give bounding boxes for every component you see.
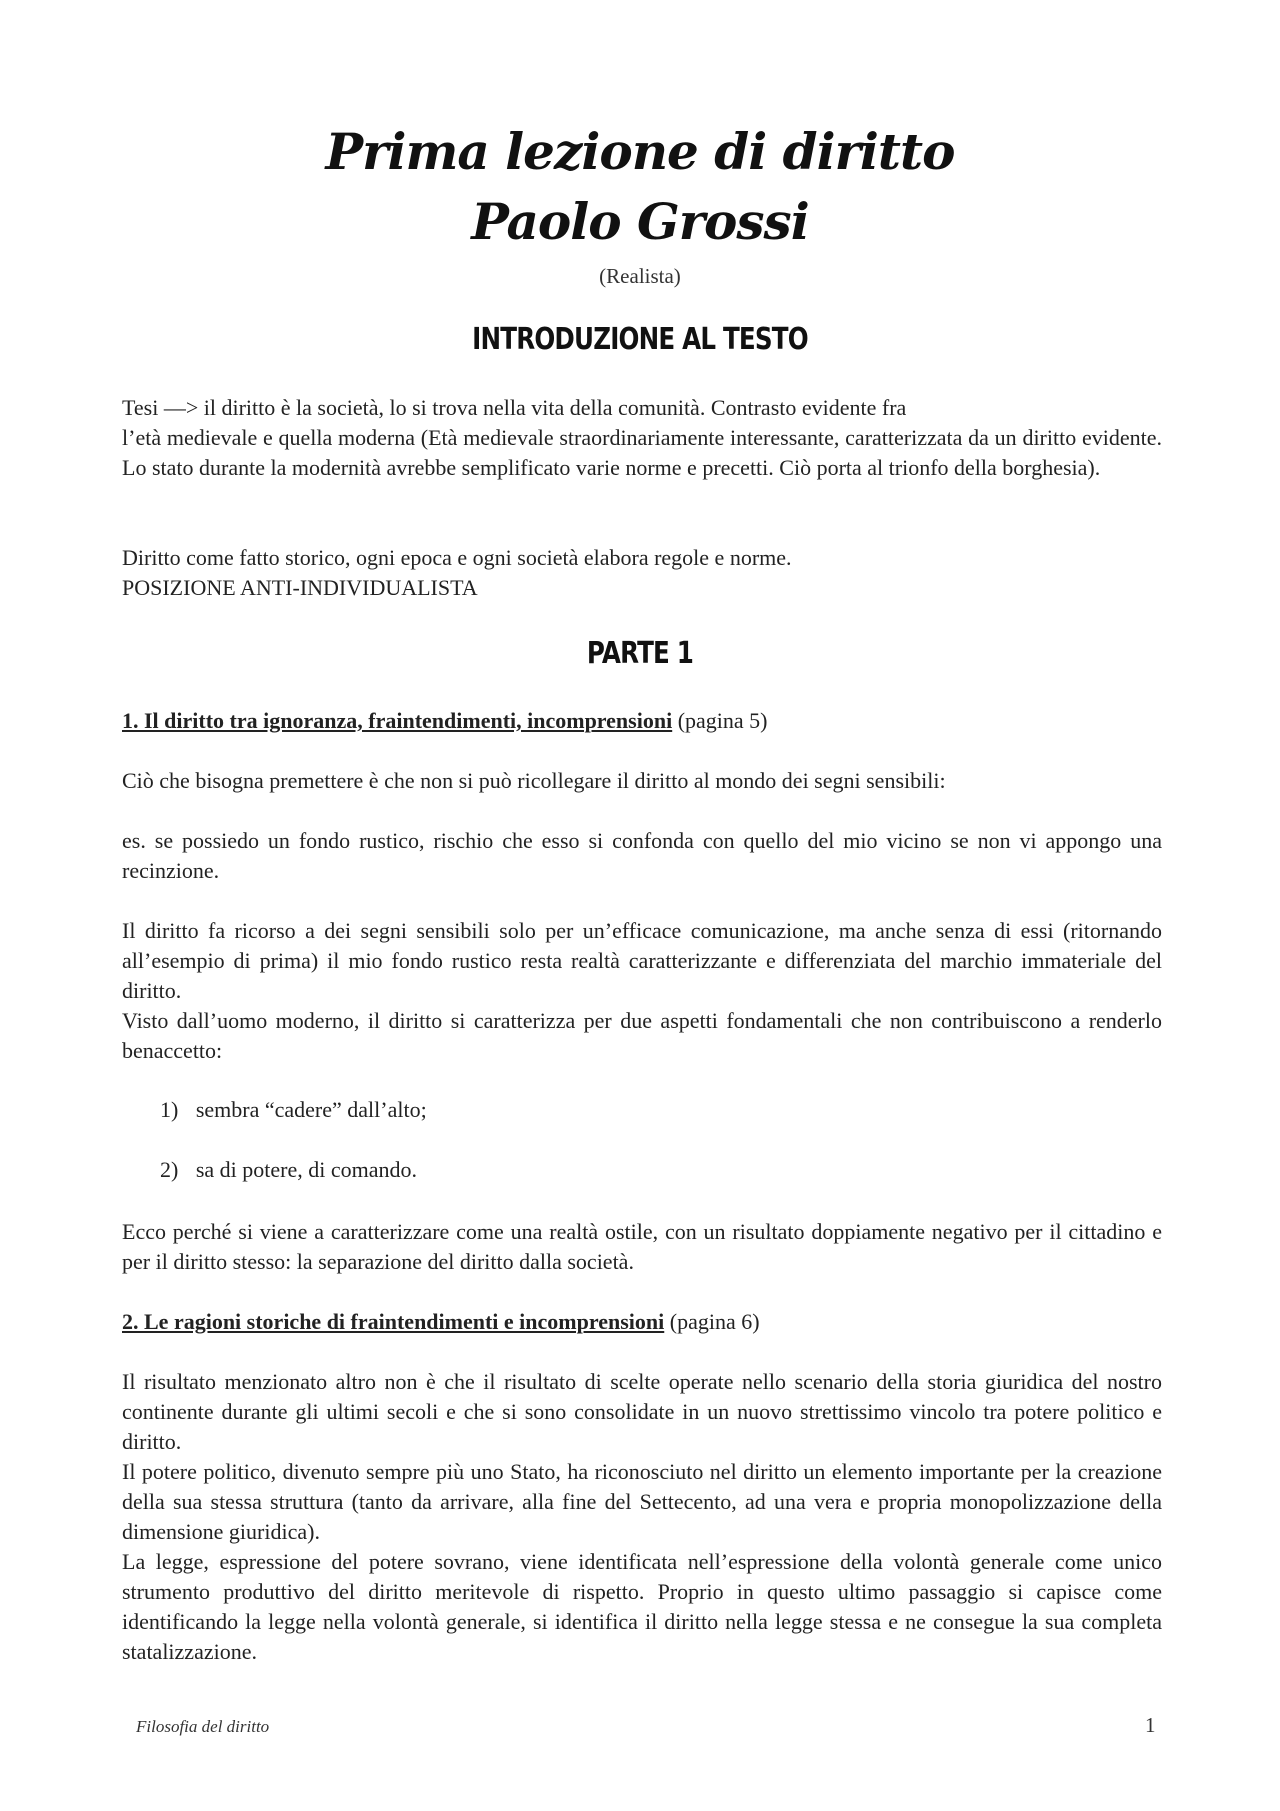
list-text: sembra “cadere” dall’alto; [195, 1097, 427, 1122]
s2-p3: La legge, espressione del potere sovrano, viene identificata nell’espressione della volontà generale come unico strumento produttivo del diritto meritevole di rispetto. Proprio in questo ultimo passaggio si capisce come identificando la legge nella volontà generale, si identifica il diritto nella legge stessa e ne consegue la sua completa statalizzazione. [122, 1549, 1162, 1664]
intro-paragraph-1 [122, 393, 1162, 483]
intro-para1-line1: Tesi —> il diritto è la società, lo si trova nella vita della comunità. Contrasto evidente fra [122, 395, 907, 420]
part1-heading: PARTE 1 [586, 636, 694, 671]
section-1-page: (pagina 5) [677, 708, 768, 733]
footer-page-number: 1 [1145, 1713, 1156, 1737]
section-2-title: 2. Le ragioni storiche di fraintendimenti e incomprensioni [122, 1309, 665, 1334]
s1-p5: Ecco perché si viene a caratterizzare come una realtà ostile, con un risultato doppiamente negativo per il cittadino e per il diritto stesso: la separazione del diritto dalla società. [122, 1219, 1162, 1274]
s2-p1: Il risultato menzionato altro non è che il risultato di scelte operate nello scenario della storia giuridica del nostro continente durante gli ultimi secoli e che si sono consolidate in un nuovo strettissimo vincolo tra potere politico e diritto. [122, 1369, 1162, 1454]
document-subtitle: (Realista) [599, 264, 681, 288]
list-text: sa di potere, di comando. [195, 1157, 417, 1182]
intro-paragraph-2 [122, 543, 1162, 603]
section-1-title: 1. Il diritto tra ignoranza, fraintendimenti, incomprensioni [122, 708, 673, 733]
s1-p1: Ciò che bisogna premettere è che non si può ricollegare il diritto al mondo dei segni sensibili: [122, 768, 946, 793]
section-1-para-1 [122, 766, 1162, 796]
intro-para2: Diritto come fatto storico, ogni epoca e ogni società elabora regole e norme. [122, 545, 792, 570]
list-item [160, 1157, 417, 1183]
intro-heading: INTRODUZIONE AL TESTO [472, 322, 808, 357]
list-number: 2) [160, 1157, 179, 1182]
s2-p2: Il potere politico, divenuto sempre più uno Stato, ha riconosciuto nel diritto un elemento importante per la creazione della sua stessa struttura (tanto da arrivare, alla fine del Settecento, ad una vera e propria monopolizzazione della dimensione giuridica). [122, 1459, 1162, 1544]
section-1-para-5 [122, 1217, 1162, 1277]
section-2-page: (pagina 6) [669, 1309, 760, 1334]
s1-p2: es. se possiedo un fondo rustico, rischio che esso si confonda con quello del mio vicino se non vi appongo una recinzione. [122, 828, 1162, 883]
intro-para3: POSIZIONE ANTI-INDIVIDUALISTA [122, 575, 478, 600]
document-title: Prima lezione di diritto [325, 122, 955, 181]
footer-course: Filosofia del diritto [136, 1717, 270, 1736]
s1-p3: Il diritto fa ricorso a dei segni sensibili solo per un’efficace comunicazione, ma anche senza di essi (ritornando all’esempio di prima) il mio fondo rustico resta realtà caratterizzante e differenziata del marchio immateriale del diritto. [122, 918, 1162, 1003]
list-number: 1) [160, 1097, 179, 1122]
section-1-para-2 [122, 826, 1162, 886]
section-1-heading [122, 706, 1162, 736]
document-author: Paolo Grossi [471, 192, 809, 251]
list-item [160, 1097, 427, 1123]
intro-para1-rest: l’età medievale e quella moderna (Età medievale straordinariamente interessante, caratterizzata da un diritto evidente. Lo stato durante la modernità avrebbe semplificato varie norme e precetti. Ciò porta al trionfo della borghesia). [122, 425, 1162, 480]
section-2-body [122, 1367, 1162, 1667]
s1-p4: Visto dall’uomo moderno, il diritto si caratterizza per due aspetti fondamentali che non contribuiscono a renderlo benaccetto: [122, 1008, 1162, 1063]
section-1-para-3 [122, 916, 1162, 1066]
section-2-heading [122, 1307, 1162, 1337]
